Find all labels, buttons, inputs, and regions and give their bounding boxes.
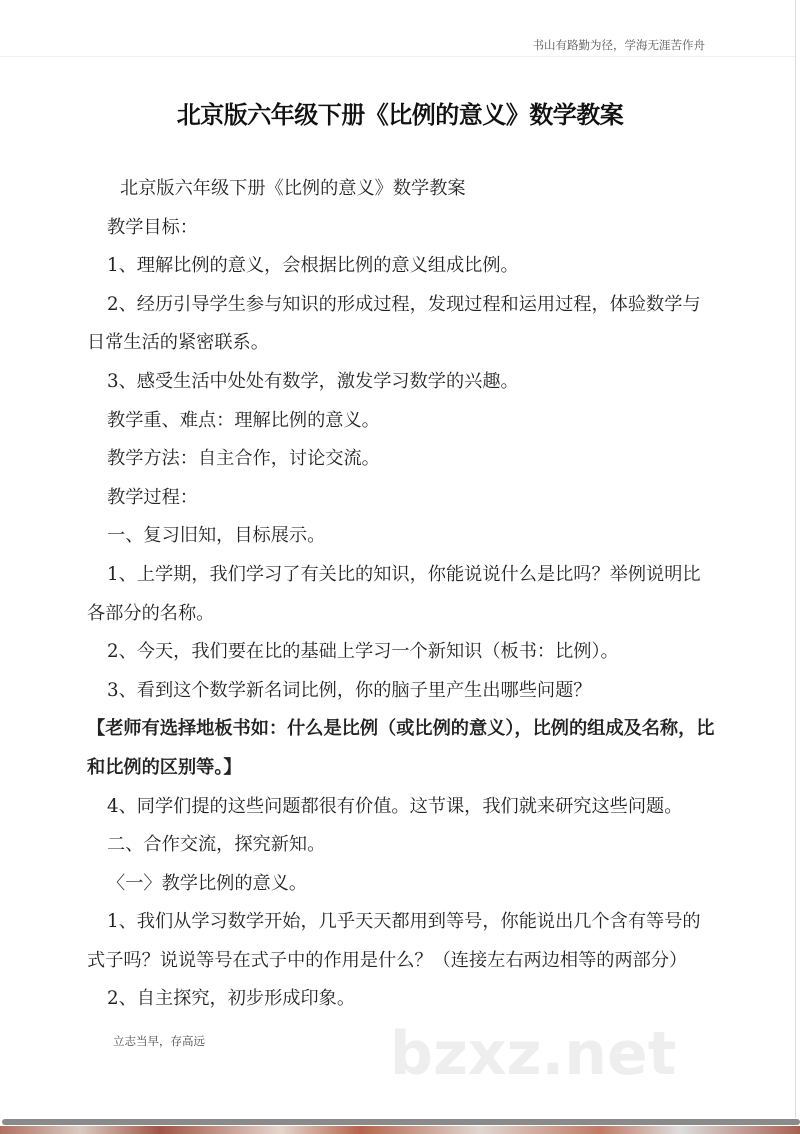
paragraph: 1、我们从学习数学开始，几乎天天都用到等号，你能说出几个含有等号的式子吗？说说等号在式子中的作用是什么？（连接左右两边相等的两部分） <box>87 911 701 971</box>
document-body <box>87 170 715 1019</box>
paragraph: 4、同学们提的这些问题都很有价值。这节课，我们就来研究这些问题。 <box>107 795 683 817</box>
paragraph: 教学重、难点：理解比例的意义。 <box>107 409 380 431</box>
paragraph: 北京版六年级下册《比例的意义》数学教案 <box>120 178 466 199</box>
paragraph: 3、看到这个数学新名词比例，你的脑子里产生出哪些问题？ <box>107 679 592 701</box>
paragraph: 3、感受生活中处处有数学，激发学习数学的兴趣。 <box>107 370 519 392</box>
document-title: 北京版六年级下册《比例的意义》数学教案 <box>176 101 624 129</box>
watermark: bzxz.net <box>390 1019 677 1089</box>
paragraph: 二、合作交流，探究新知。 <box>107 834 326 856</box>
paragraph: 教学过程： <box>107 486 198 508</box>
paragraph: 1、上学期，我们学习了有关比的知识，你能说说什么是比吗？举例说明比各部分的名称。 <box>87 563 701 624</box>
paragraph: 2、自主探究，初步形成印象。 <box>107 988 356 1010</box>
horizontal-scrollbar[interactable] <box>2 1119 800 1125</box>
paragraph: 2、今天，我们要在比的基础上学习一个新知识（板书：比例）。 <box>107 641 619 663</box>
paragraph: 1、理解比例的意义，会根据比例的意义组成比例。 <box>107 255 519 277</box>
background-image-strip <box>0 1126 800 1134</box>
header-divider <box>0 56 795 57</box>
paragraph: 2、经历引导学生参与知识的形成过程，发现过程和运用过程，体验数学与日常生活的紧密联系。 <box>87 293 701 354</box>
paragraph-bold-note: 【老师有选择地板书如：什么是比例（或比例的意义），比例的组成及名称，比和比例的区别等。】 <box>87 718 715 778</box>
paragraph: 一、复习旧知，目标展示。 <box>107 525 326 547</box>
paragraph: 教学方法：自主合作，讨论交流。 <box>107 448 380 470</box>
page-header: 书山有路勤为径，学海无涯苦作舟 <box>532 38 705 52</box>
paragraph: 〈一〉教学比例的意义。 <box>107 872 308 894</box>
paragraph: 教学目标： <box>107 216 198 238</box>
page-footer: 立志当早，存高远 <box>113 1034 205 1048</box>
